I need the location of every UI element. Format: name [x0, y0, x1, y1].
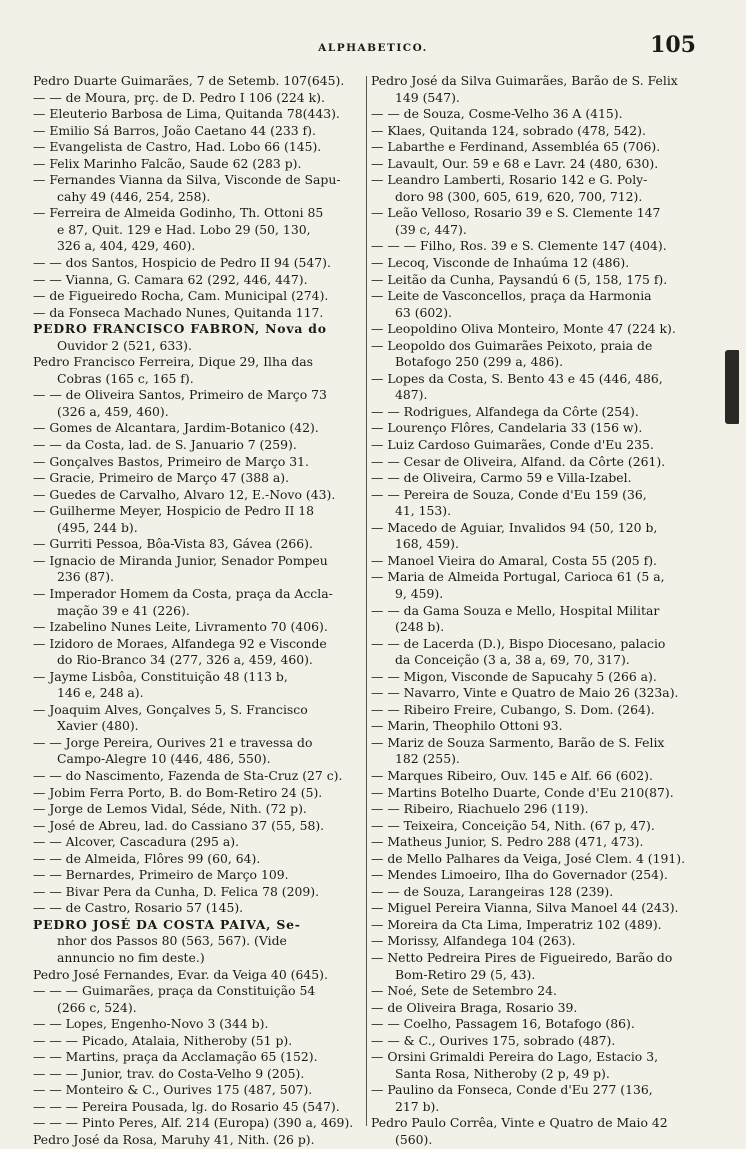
directory-line: — Morissy, Alfandega 104 (263). — [371, 933, 576, 949]
directory-line: Pedro Paulo Corrêa, Vinte e Quatro de Maio 42 — [371, 1115, 668, 1131]
directory-line: da Conceição (3 a, 38 a, 69, 70, 317). — [395, 652, 630, 668]
directory-line: — — Alcover, Cascadura (295 a). — [33, 834, 240, 850]
directory-line: — — de Almeida, Flôres 99 (60, 64). — [33, 850, 261, 866]
directory-line: — — Ribeiro, Riachuelo 296 (119). — [371, 801, 589, 817]
directory-line: — — da Costa, lad. de S. Januario 7 (259). — [33, 437, 297, 453]
directory-line: (326 a, 459, 460). — [57, 403, 169, 419]
directory-line: — — Ribeiro Freire, Cubango, S. Dom. (264). — [371, 701, 655, 717]
directory-line: nhor dos Passos 80 (563, 567). (Vide — [57, 933, 287, 949]
directory-line: 168, 459). — [395, 536, 459, 552]
directory-line: — — de Lacerda (D.), Bispo Diocesano, palacio — [371, 635, 666, 651]
directory-line: — — Pereira de Souza, Conde d'Eu 159 (36, — [371, 486, 647, 502]
directory-line: — Mendes Limoeiro, Ilha do Governador (254). — [371, 867, 668, 883]
directory-line: — — Bivar Pera da Cunha, D. Felica 78 (209). — [33, 883, 320, 899]
directory-line: — Jayme Lisbôa, Constituição 48 (113 b, — [33, 668, 288, 684]
directory-line: — — — Filho, Ros. 39 e S. Clemente 147 (404). — [371, 238, 667, 254]
column-divider — [366, 76, 367, 1126]
directory-line: Santa Rosa, Nitheroby (2 p, 49 p). — [395, 1065, 610, 1081]
directory-line: Pedro José Fernandes, Evar. da Veiga 40 (645). — [33, 966, 328, 982]
directory-line: — Labarthe e Ferdinand, Assembléa 65 (706). — [371, 139, 661, 155]
directory-line: 236 (87). — [57, 569, 114, 585]
directory-line: e 87, Quit. 129 e Had. Lobo 29 (50, 130, — [57, 221, 311, 237]
directory-line: — Gomes de Alcantara, Jardim-Botanico (42). — [33, 420, 319, 436]
directory-line: — — Navarro, Vinte e Quatro de Maio 26 (323a). — [371, 685, 679, 701]
right-column — [371, 73, 709, 1147]
directory-line: — Joaquim Alves, Gonçalves 5, S. Francisco — [33, 701, 308, 717]
directory-line: 146 e, 248 a). — [57, 685, 144, 701]
directory-line: — Fernandes Vianna da Silva, Visconde de Sapu- — [33, 172, 341, 188]
directory-line: — — Vianna, G. Camara 62 (292, 446, 447). — [33, 271, 308, 287]
directory-line: — Eleuterio Barbosa de Lima, Quitanda 78(443). — [33, 106, 340, 122]
directory-line: — Imperador Homem da Costa, praça da Accla- — [33, 585, 333, 601]
directory-line: — — de Souza, Cosme-Velho 36 A (415). — [371, 106, 623, 122]
directory-line: — Gracie, Primeiro de Março 47 (388 a). — [33, 470, 290, 486]
directory-line: Campo-Alegre 10 (446, 486, 550). — [57, 751, 271, 767]
directory-line: — da Fonseca Machado Nunes, Quitanda 117. — [33, 304, 324, 320]
directory-line: Botafogo 250 (299 a, 486). — [395, 354, 564, 370]
directory-line: — Ferreira de Almeida Godinho, Th. Ottoni 85 — [33, 205, 324, 221]
directory-line: — Marques Ribeiro, Ouv. 145 e Alf. 66 (602). — [371, 767, 653, 783]
directory-line: — — Cesar de Oliveira, Alfand. da Côrte (261). — [371, 453, 666, 469]
directory-line: — — — Pereira Pousada, lg. do Rosario 45 (547). — [33, 1098, 340, 1114]
directory-line: — — de Moura, prç. de D. Pedro I 106 (224 k). — [33, 89, 325, 105]
directory-line: — — Martins, praça da Acclamação 65 (152). — [33, 1049, 318, 1065]
directory-line: (495, 244 b). — [57, 519, 138, 535]
directory-line: 9, 459). — [395, 585, 444, 601]
directory-line: — — dos Santos, Hospicio de Pedro II 94 (547). — [33, 255, 331, 271]
directory-line: — Klaes, Quitanda 124, sobrado (478, 542). — [371, 122, 646, 138]
directory-line: Ouvidor 2 (521, 633). — [57, 337, 192, 353]
directory-line: — Emilio Sá Barros, João Caetano 44 (233 f). — [33, 122, 316, 138]
directory-line: — — — Guimarães, praça da Constituição 54 — [33, 983, 316, 999]
directory-line: — — de Oliveira, Carmo 59 e Villa-Izabel. — [371, 470, 632, 486]
directory-line: PEDRO FRANCISCO FABRON, Nova do — [33, 321, 327, 337]
directory-line: — — de Oliveira Santos, Primeiro de Março 73 — [33, 387, 327, 403]
directory-line: 63 (602). — [395, 304, 452, 320]
directory-line: Xavier (480). — [57, 718, 139, 734]
directory-line: — Izidoro de Moraes, Alfandega 92 e Visconde — [33, 635, 327, 651]
directory-line: doro 98 (300, 605, 619, 620, 700, 712). — [395, 188, 643, 204]
directory-line: — — de Castro, Rosario 57 (145). — [33, 900, 244, 916]
left-column — [33, 73, 363, 1147]
directory-line: — Macedo de Aguiar, Invalidos 94 (50, 120 b, — [371, 519, 658, 535]
directory-line: — Evangelista de Castro, Had. Lobo 66 (145). — [33, 139, 322, 155]
directory-line: — Orsini Grimaldi Pereira do Lago, Estacio 3, — [371, 1049, 659, 1065]
directory-line: — Jorge de Lemos Vidal, Séde, Nith. (72 p). — [33, 801, 307, 817]
directory-line: — Guedes de Carvalho, Alvaro 12, E.-Novo (43). — [33, 486, 336, 502]
directory-line: Pedro Francisco Ferreira, Dique 29, Ilha das — [33, 354, 313, 370]
directory-line: do Rio-Branco 34 (277, 326 a, 459, 460). — [57, 652, 313, 668]
directory-line: — Maria de Almeida Portugal, Carioca 61 (5 a, — [371, 569, 665, 585]
directory-line: — Noé, Sete de Setembro 24. — [371, 983, 557, 999]
page-number: 105 — [650, 32, 696, 58]
directory-line: (39 c, 447). — [395, 221, 467, 237]
directory-line: — — do Nascimento, Fazenda de Sta-Cruz (27 c). — [33, 767, 343, 783]
directory-line: — — Teixeira, Conceição 54, Nith. (67 p, 47). — [371, 817, 655, 833]
directory-line: — Leopoldino Oliva Monteiro, Monte 47 (224 k). — [371, 321, 676, 337]
directory-line: — Lopes da Costa, S. Bento 43 e 45 (446, 486, — [371, 370, 663, 386]
directory-line: 182 (255). — [395, 751, 460, 767]
directory-line: — — Rodrigues, Alfandega da Côrte (254). — [371, 403, 639, 419]
directory-line: — Miguel Pereira Vianna, Silva Manoel 44 (243). — [371, 900, 679, 916]
directory-line: mação 39 e 41 (226). — [57, 602, 190, 618]
directory-line: PEDRO JOSÉ DA COSTA PAIVA, Se- — [33, 916, 301, 932]
directory-line: (560). — [395, 1132, 433, 1147]
directory-line: — de Figueiredo Rocha, Cam. Municipal (274). — [33, 288, 329, 304]
directory-line: — — — Pinto Peres, Alf. 214 (Europa) (390 a, 469). — [33, 1115, 354, 1131]
directory-line: Pedro José da Silva Guimarães, Barão de S. Felix — [371, 73, 678, 88]
directory-line: — de Mello Palhares da Veiga, José Clem. 4 (191). — [371, 850, 686, 866]
margin-tab-mark — [725, 350, 739, 424]
directory-line: Bom-Retiro 29 (5, 43). — [395, 966, 536, 982]
directory-line: — Gurriti Pessoa, Bôa-Vista 83, Gávea (266). — [33, 536, 313, 552]
directory-line: — — de Souza, Larangeiras 128 (239). — [371, 883, 614, 899]
directory-line: 41, 153). — [395, 503, 452, 519]
directory-line: — Izabelino Nunes Leite, Livramento 70 (406). — [33, 619, 328, 635]
directory-line: — Ignacio de Miranda Junior, Senador Pompeu — [33, 552, 328, 568]
directory-line: — Lavault, Our. 59 e 68 e Lavr. 24 (480, 630). — [371, 155, 659, 171]
directory-line: (248 b). — [395, 619, 445, 635]
directory-line: — Luiz Cardoso Guimarães, Conde d'Eu 235. — [371, 437, 654, 453]
directory-line: 217 b). — [395, 1098, 440, 1114]
directory-line: — — Coelho, Passagem 16, Botafogo (86). — [371, 1016, 635, 1032]
directory-line: — — Monteiro & C., Ourives 175 (487, 507). — [33, 1082, 313, 1098]
directory-line: — Lecoq, Visconde de Inhaúma 12 (486). — [371, 255, 630, 271]
directory-line: — Felix Marinho Falcão, Saude 62 (283 p). — [33, 155, 302, 171]
directory-line: 149 (547). — [395, 89, 460, 105]
directory-line: cahy 49 (446, 254, 258). — [57, 188, 211, 204]
directory-line: — Guilherme Meyer, Hospicio de Pedro II 18 — [33, 503, 315, 519]
directory-line: (266 c, 524). — [57, 999, 137, 1015]
directory-line: — — — Junior, trav. do Costa-Velho 9 (205). — [33, 1065, 305, 1081]
directory-line: annuncio no fim deste.) — [57, 949, 205, 965]
directory-line: — Netto Pedreira Pires de Figueiredo, Barão do — [371, 949, 673, 965]
directory-line: — Moreira da Cta Lima, Imperatriz 102 (489). — [371, 916, 662, 932]
directory-line: Pedro Duarte Guimarães, 7 de Setemb. 107(645). — [33, 73, 345, 88]
directory-line: — Gonçalves Bastos, Primeiro de Março 31. — [33, 453, 309, 469]
directory-line: — Martins Botelho Duarte, Conde d'Eu 210(87). — [371, 784, 674, 800]
directory-line: — Jobim Ferra Porto, B. do Bom-Retiro 24 (5). — [33, 784, 323, 800]
directory-line: — Leandro Lamberti, Rosario 142 e G. Poly- — [371, 172, 648, 188]
directory-line: — Mariz de Souza Sarmento, Barão de S. Felix — [371, 734, 665, 750]
directory-line: — — — Picado, Atalaia, Nitheroby (51 p). — [33, 1032, 293, 1048]
directory-line: Pedro José da Rosa, Maruhy 41, Nith. (26 p). — [33, 1132, 315, 1147]
directory-line: — Leitão da Cunha, Paysandú 6 (5, 158, 175 f). — [371, 271, 668, 287]
directory-line: — Matheus Junior, S. Pedro 288 (471, 473). — [371, 834, 644, 850]
directory-line: — de Oliveira Braga, Rosario 39. — [371, 999, 578, 1015]
directory-line: — Lourenço Flôres, Candelaria 33 (156 w). — [371, 420, 643, 436]
page-header — [0, 28, 746, 68]
directory-line: 326 a, 404, 429, 460). — [57, 238, 196, 254]
directory-line: — — Migon, Visconde de Sapucahy 5 (266 a). — [371, 668, 657, 684]
directory-line: Cobras (165 c, 165 f). — [57, 370, 194, 386]
directory-line: — Marin, Theophilo Ottoni 93. — [371, 718, 563, 734]
directory-line: — Leão Velloso, Rosario 39 e S. Clemente 147 — [371, 205, 661, 221]
running-head: ALPHABETICO. — [318, 42, 428, 54]
directory-line: — — da Gama Souza e Mello, Hospital Militar — [371, 602, 660, 618]
directory-line: 487). — [395, 387, 428, 403]
directory-line: — José de Abreu, lad. do Cassiano 37 (55, 58). — [33, 817, 325, 833]
directory-line: — — & C., Ourives 175, sobrado (487). — [371, 1032, 616, 1048]
directory-line: — Leite de Vasconcellos, praça da Harmonia — [371, 288, 652, 304]
directory-line: — — Lopes, Engenho-Novo 3 (344 b). — [33, 1016, 269, 1032]
directory-line: — — Bernardes, Primeiro de Março 109. — [33, 867, 289, 883]
directory-line: — Manoel Vieira do Amaral, Costa 55 (205 f). — [371, 552, 657, 568]
directory-line: — Paulino da Fonseca, Conde d'Eu 277 (136, — [371, 1082, 653, 1098]
directory-line: — — Jorge Pereira, Ourives 21 e travessa do — [33, 734, 313, 750]
directory-line: — Leopoldo dos Guimarães Peixoto, praia de — [371, 337, 653, 353]
